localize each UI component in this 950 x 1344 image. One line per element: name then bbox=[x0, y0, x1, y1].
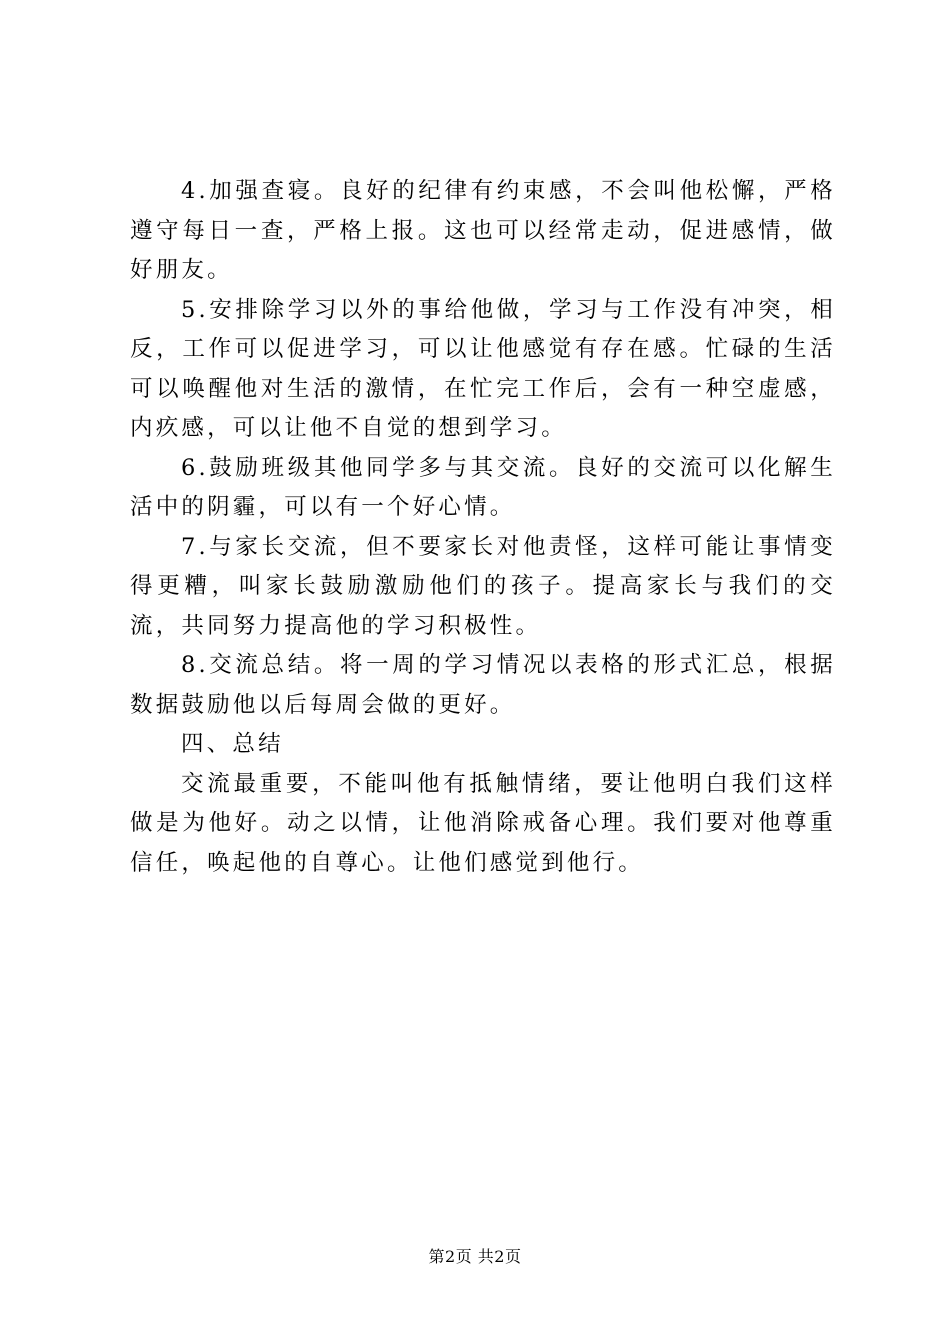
document-body bbox=[130, 172, 836, 883]
paragraph-item-7: 7.与家长交流，但不要家长对他责怪，这样可能让事情变得更糟，叫家长鼓励激励他们的孩子。提高家长与我们的交流，共同努力提高他的学习积极性。 bbox=[130, 533, 836, 639]
paragraph-item-6: 6.鼓励班级其他同学多与其交流。良好的交流可以化解生活中的阴霾，可以有一个好心情。 bbox=[130, 454, 836, 520]
paragraph-item-5: 5.安排除学习以外的事给他做，学习与工作没有冲突，相反，工作可以促进学习，可以让他感觉有存在感。忙碌的生活可以唤醒他对生活的激情，在忙完工作后，会有一种空虚感，内疚感，可以让他不自觉的想到学习。 bbox=[130, 296, 836, 441]
paragraph-item-8: 8.交流总结。将一周的学习情况以表格的形式汇总，根据数据鼓励他以后每周会做的更好。 bbox=[130, 652, 836, 718]
paragraph-item-4: 4.加强查寝。良好的纪律有约束感，不会叫他松懈，严格遵守每日一查，严格上报。这也可以经常走动，促进感情，做好朋友。 bbox=[130, 178, 836, 283]
summary-paragraph: 交流最重要，不能叫他有抵触情绪，要让他明白我们这样做是为他好。动之以情，让他消除戒备心理。我们要对他尊重信任，唤起他的自尊心。让他们感觉到他行。 bbox=[130, 770, 836, 876]
section-heading-summary: 四、总结 bbox=[181, 731, 284, 757]
page-footer: 第2页 共2页 bbox=[428, 1247, 522, 1266]
